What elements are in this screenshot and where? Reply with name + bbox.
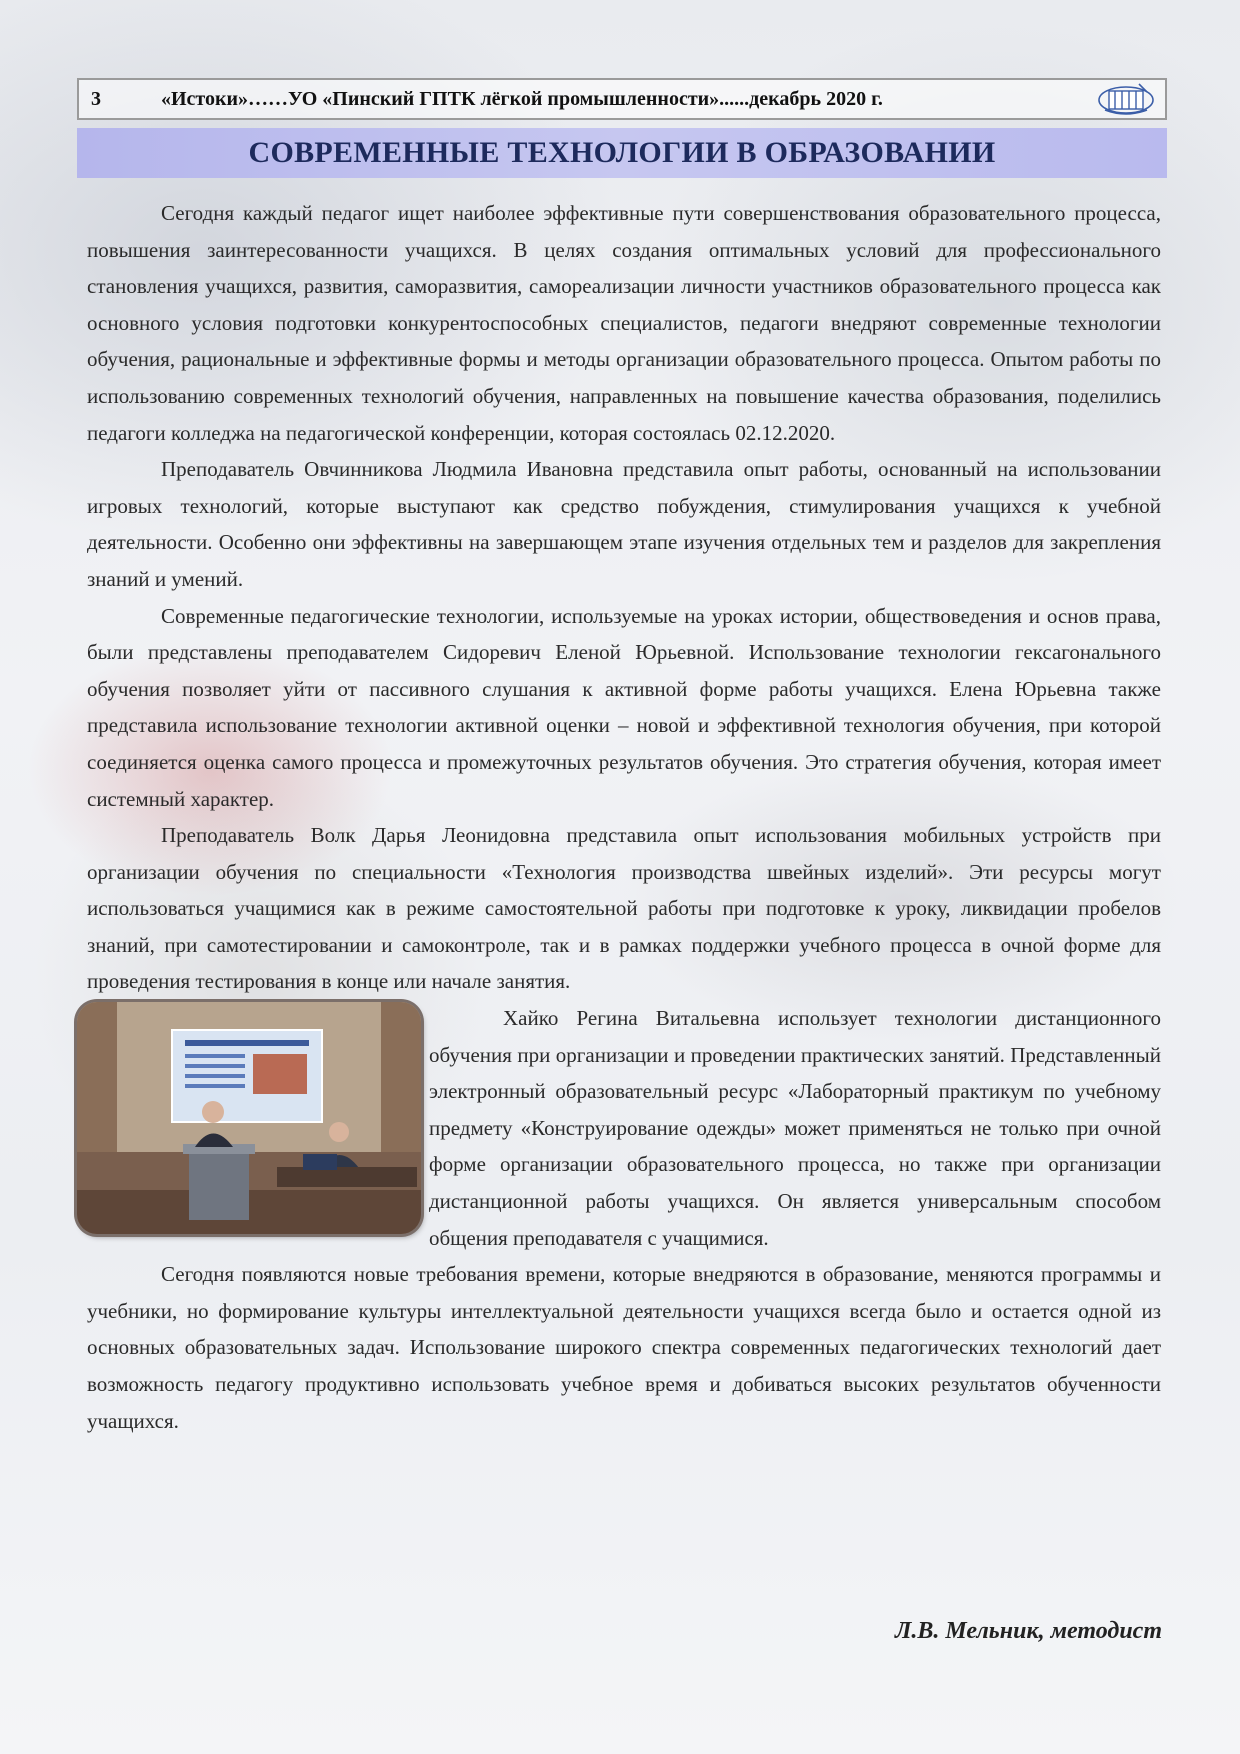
paragraph: Сегодня каждый педагог ищет наиболее эффективные пути совершенствования образовательного процесса, повышения заинтересованности учащихся. В целях создания оптимальных условий для профессионального становления учащихся, развития, саморазвития, самореализации личности участников образовательного процесса как основного условия подготовки конкурентоспособных специалистов, педагоги внедряют современные технологии обучения, рациональные и эффективные формы и методы организации образовательного процесса. Опытом работы по использованию современных технологий обучения, направленных на повышение качества образования, поделились педагоги колледжа на педагогической конференции, которая состоялась 02.12.2020. <box>87 201 1161 445</box>
paragraph: Современные педагогические технологии, используемые на уроках истории, обществоведения и основ права, были представлены преподавателем Сидоревич Еленой Юрьевной. Использование технологии гексагонального обучения позволяет уйти от пассивного слушания к активной форме работы учащихся. Елена Юрьевна также представила использование технологии активной оценки – новой и эффективной технология обучения, при которой соединяется оценка самого процесса и промежуточных результатов обучения. Это стратегия обучения, которая имеет системный характер. <box>87 603 1161 811</box>
paragraph: Преподаватель Волк Дарья Леонидовна представила опыт использования мобильных устройств при организации обучения по специальности «Технология производства швейных изделий». Эти ресурсы могут использоваться учащимися как в режиме самостоятельной работы при подготовке к уроку, ликвидации пробелов знаний, при самотестировании и самоконтроле, так и в рамках поддержки учебного процесса в очной форме для проведения тестирования в конце или начале занятия. <box>87 823 1161 994</box>
author-signature: Л.В. Мельник, методист <box>894 1618 1162 1644</box>
paragraph: Хайко Регина Витальевна использует технологии дистанционного обучения при организации и проведении практических занятий. Представленный электронный образовательный ресурс «Лабораторный практикум по учебному предмету «Конструирование одежды» может применяться не только при очной форме организации образовательного процесса, но также при организации дистанционной работы учащихся. Он является универсальным способом общения преподавателя с учащимися. <box>429 1006 1161 1250</box>
article-title-band <box>77 128 1167 178</box>
page-number: 3 <box>91 87 101 110</box>
page-header <box>77 78 1167 120</box>
conference-photo <box>77 1002 421 1234</box>
paragraph: Преподаватель Овчинникова Людмила Ивановна представила опыт работы, основанный на использовании игровых технологий, которые выступают как средство побуждения, стимулирования учащихся к учебной деятельности. Особенно они эффективны на завершающем этапе изучения отдельных тем и разделов для закрепления знаний и умений. <box>87 457 1161 591</box>
paragraph: Сегодня появляются новые требования времени, которые внедряются в образование, меняются программы и учебники, но формирование культуры интеллектуальной деятельности учащихся всегда было и остается одной из основных образовательных задач. Использование широкого спектра современных педагогических технологий дает возможность педагогу продуктивно использовать учебное время и добиваться высоких результатов обученности учащихся. <box>87 1262 1161 1433</box>
conference-photo-illustration <box>77 1002 421 1234</box>
header-text: «Истоки»……УО «Пинский ГПТК лёгкой промышленности»......декабрь 2020 г. <box>161 87 883 110</box>
article-body <box>87 195 1161 1439</box>
article-title: СОВРЕМЕННЫЕ ТЕХНОЛОГИИ В ОБРАЗОВАНИИ <box>248 136 996 169</box>
college-logo-icon <box>1095 80 1157 118</box>
